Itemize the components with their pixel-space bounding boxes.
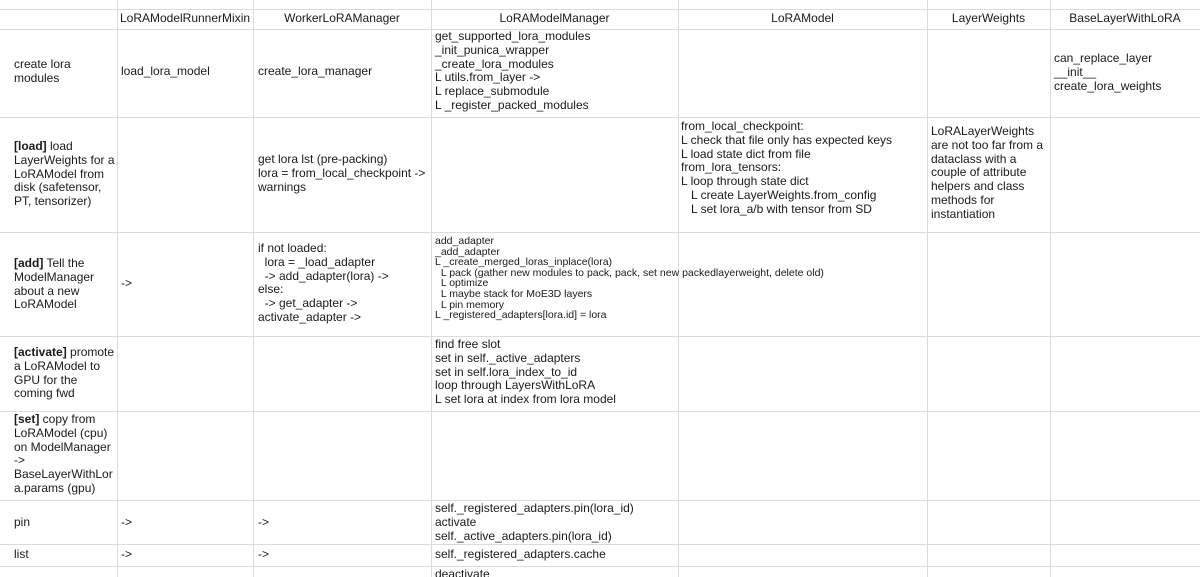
row-label-load (14, 140, 115, 209)
cell-load-worker-manager: get lora lst (pre-packing) lora = from_local_checkpoint -> warnings (258, 152, 426, 194)
cell-pin-worker-manager: -> (258, 515, 270, 529)
grid-line (0, 9, 1200, 10)
row-label-list: list (14, 547, 29, 561)
cell-activate-model-manager: find free slot set in self._active_adapters set in self.lora_index_to_id loop through LayersWithLoRA L set lora at index from lora model (435, 337, 616, 407)
column-header-layer-weights: LayerWeights (951, 11, 1026, 25)
column-header-runner-mixin: LoRAModelRunnerMixin (119, 11, 251, 25)
cell-add-worker-manager: if not loaded: lora = _load_adapter -> add_adapter(lora) -> else: -> get_adapter -> activate_adapter -> (258, 241, 389, 324)
grid-line (0, 566, 1200, 567)
grid-line (253, 0, 254, 577)
row-label-load-keyword: [load] (14, 139, 47, 153)
grid-line (0, 29, 1200, 30)
grid-line (0, 411, 1200, 412)
row-label-add-text: Tell the ModelManager about a new LoRAModel (14, 256, 95, 312)
grid-line (0, 544, 1200, 545)
cell-pin-model-manager: self._registered_adapters.pin(lora_id) activate self._active_adapters.pin(lora_id) (435, 501, 634, 543)
grid-line (0, 336, 1200, 337)
column-header-base-layer: BaseLayerWithLoRA (1069, 11, 1181, 25)
cell-list-model-manager: self._registered_adapters.cache (435, 547, 606, 561)
grid-line (927, 0, 928, 577)
row-label-load-text: load LayerWeights for a LoRAModel from disk (safetensor, PT, tensorizer) (14, 139, 115, 209)
grid-line (0, 117, 1200, 118)
cell-list-worker-manager: -> (258, 547, 270, 561)
row-label-pin: pin (14, 515, 31, 529)
row-label-add-keyword: [add] (14, 256, 44, 270)
cell-create-runner-mixin: load_lora_model (121, 64, 210, 78)
grid-line (1050, 0, 1051, 577)
cell-create-model-manager: get_supported_lora_modules _init_punica_wrapper _create_lora_modules L utils.from_layer -> L replace_submodule L _register_packed_modules (435, 29, 591, 112)
column-header-model-manager: LoRAModelManager (499, 11, 610, 25)
grid-line (117, 0, 118, 577)
row-label-set-keyword: [set] (14, 412, 40, 426)
grid-line (431, 0, 432, 577)
row-label-activate-text: promote a LoRAModel to GPU for the coming fwd (14, 345, 115, 401)
cell-remove-model-manager: deactivate (435, 567, 490, 577)
cell-add-runner-mixin: -> (121, 276, 133, 290)
grid-line (0, 232, 1200, 233)
cell-load-lora-model: from_local_checkpoint: L check that file only has expected keys L load state dict from file from_lora_tensors: L loop through state dict L create LayerWeights.from_config L set lora_a/b with tensor from SD (681, 119, 893, 216)
cell-add-model-manager: add_adapter _add_adapter L _create_merged_loras_inplace(lora) L pack (gather new modules to pack, pack, set new packedlayerweight, delete old) L optimize L maybe stack for MoE3D layers L pin memory L _registered_adapters[lora.id] = lora (435, 235, 824, 322)
column-header-worker-manager: WorkerLoRAManager (284, 11, 400, 25)
row-label-set-text: copy from LoRAModel (cpu) on ModelManager -> BaseLayerWithLor a.params (gpu) (14, 412, 113, 495)
cell-list-runner-mixin: -> (121, 547, 133, 561)
cell-load-layer-weights: LoRALayerWeights are not too far from a dataclass with a couple of attribute helpers and class methods for instantiation (931, 124, 1044, 221)
cell-create-worker-manager: create_lora_manager (258, 64, 373, 78)
cell-create-base-layer: can_replace_layer __init__ create_lora_weights (1054, 51, 1162, 93)
row-label-activate-keyword: [activate] (14, 345, 67, 359)
row-label-set (14, 413, 113, 496)
cell-pin-runner-mixin: -> (121, 515, 133, 529)
row-label-add (14, 257, 94, 312)
row-label-activate (14, 346, 114, 401)
column-header-lora-model: LoRAModel (771, 11, 834, 25)
row-label-create: create lora modules (14, 57, 71, 85)
